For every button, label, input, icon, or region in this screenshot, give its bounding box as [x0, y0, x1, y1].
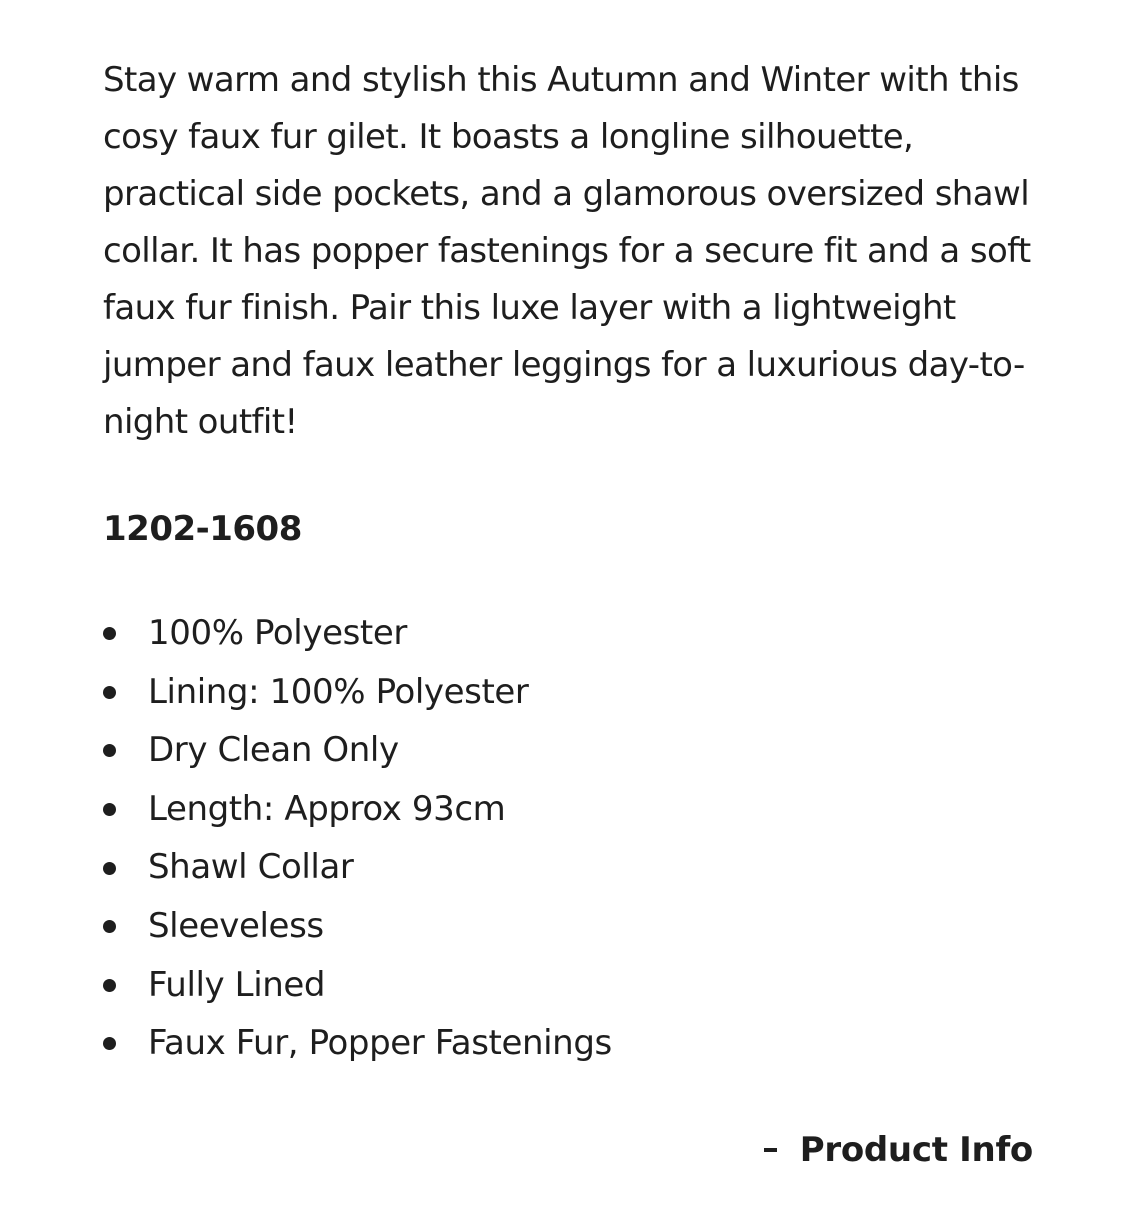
bullet-icon	[103, 744, 116, 757]
feature-text: Dry Clean Only	[148, 730, 399, 771]
bullet-icon	[103, 979, 116, 992]
list-item	[103, 780, 612, 839]
product-code: 1202-1608	[103, 509, 302, 549]
bullet-icon	[103, 627, 116, 640]
minus-icon	[764, 1148, 777, 1152]
bullet-icon	[103, 862, 116, 875]
feature-list	[103, 604, 612, 1073]
feature-text: Shawl Collar	[148, 847, 354, 888]
feature-text: Fully Lined	[148, 964, 326, 1005]
list-item	[103, 956, 612, 1015]
feature-text: Length: Approx 93cm	[148, 788, 506, 829]
list-item	[103, 838, 612, 897]
bullet-icon	[103, 686, 116, 699]
product-details	[103, 52, 1043, 1064]
feature-text: 100% Polyester	[148, 613, 407, 653]
list-item	[103, 604, 612, 663]
product-description: Stay warm and stylish this Autumn and Winter with this cosy faux fur gilet. It boasts a longline silhouette, practical side pockets, and a glamorous oversized shawl collar. It has popper fastenings for a secure fit and a soft faux fur finish. Pair this luxe layer with a lightweight jumper and faux leather leggings for a luxurious day-to-night outfit!	[103, 60, 1031, 442]
list-item	[103, 721, 612, 780]
bullet-icon	[103, 1037, 116, 1050]
list-item	[103, 1014, 612, 1073]
list-item	[103, 897, 612, 956]
product-info-toggle[interactable]	[764, 1124, 1033, 1176]
bullet-icon	[103, 803, 116, 816]
feature-text: Lining: 100% Polyester	[148, 671, 529, 712]
list-item	[103, 663, 612, 722]
feature-text: Faux Fur, Popper Fastenings	[148, 1023, 612, 1064]
feature-text: Sleeveless	[148, 905, 324, 946]
product-info-label: Product Info	[799, 1130, 1033, 1170]
bullet-icon	[103, 920, 116, 933]
